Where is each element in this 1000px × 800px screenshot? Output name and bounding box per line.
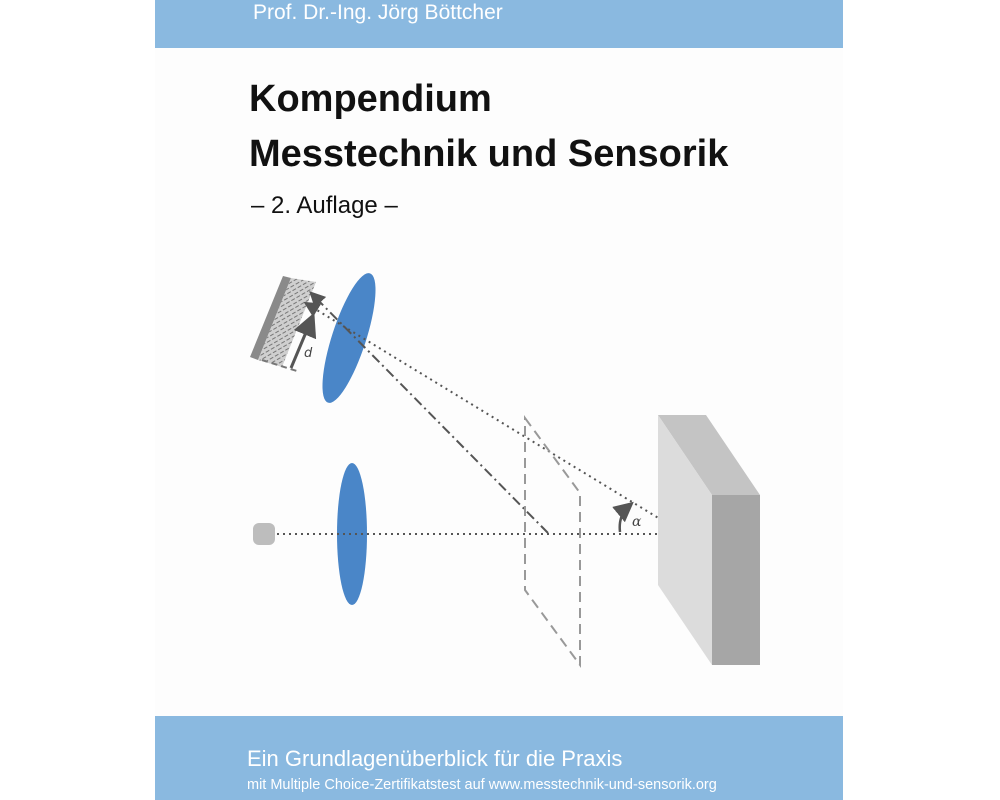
- label-alpha: α: [632, 514, 642, 530]
- title-line-2: Messtechnik und Sensorik: [249, 133, 729, 175]
- receiver-lens: [312, 268, 386, 408]
- tagline: mit Multiple Choice-Zertifikatstest auf www.messtechnik-und-sensorik.org: [247, 777, 717, 793]
- reference-plane: [525, 418, 580, 665]
- label-d: d: [304, 346, 313, 361]
- title-line-1: Kompendium: [249, 78, 492, 120]
- edition: – 2. Auflage –: [251, 192, 398, 219]
- target-object: [658, 415, 760, 665]
- author: Prof. Dr.-Ing. Jörg Böttcher: [253, 1, 503, 24]
- laser-source: [253, 523, 275, 545]
- subtitle: Ein Grundlagenüberblick für die Praxis: [247, 746, 623, 771]
